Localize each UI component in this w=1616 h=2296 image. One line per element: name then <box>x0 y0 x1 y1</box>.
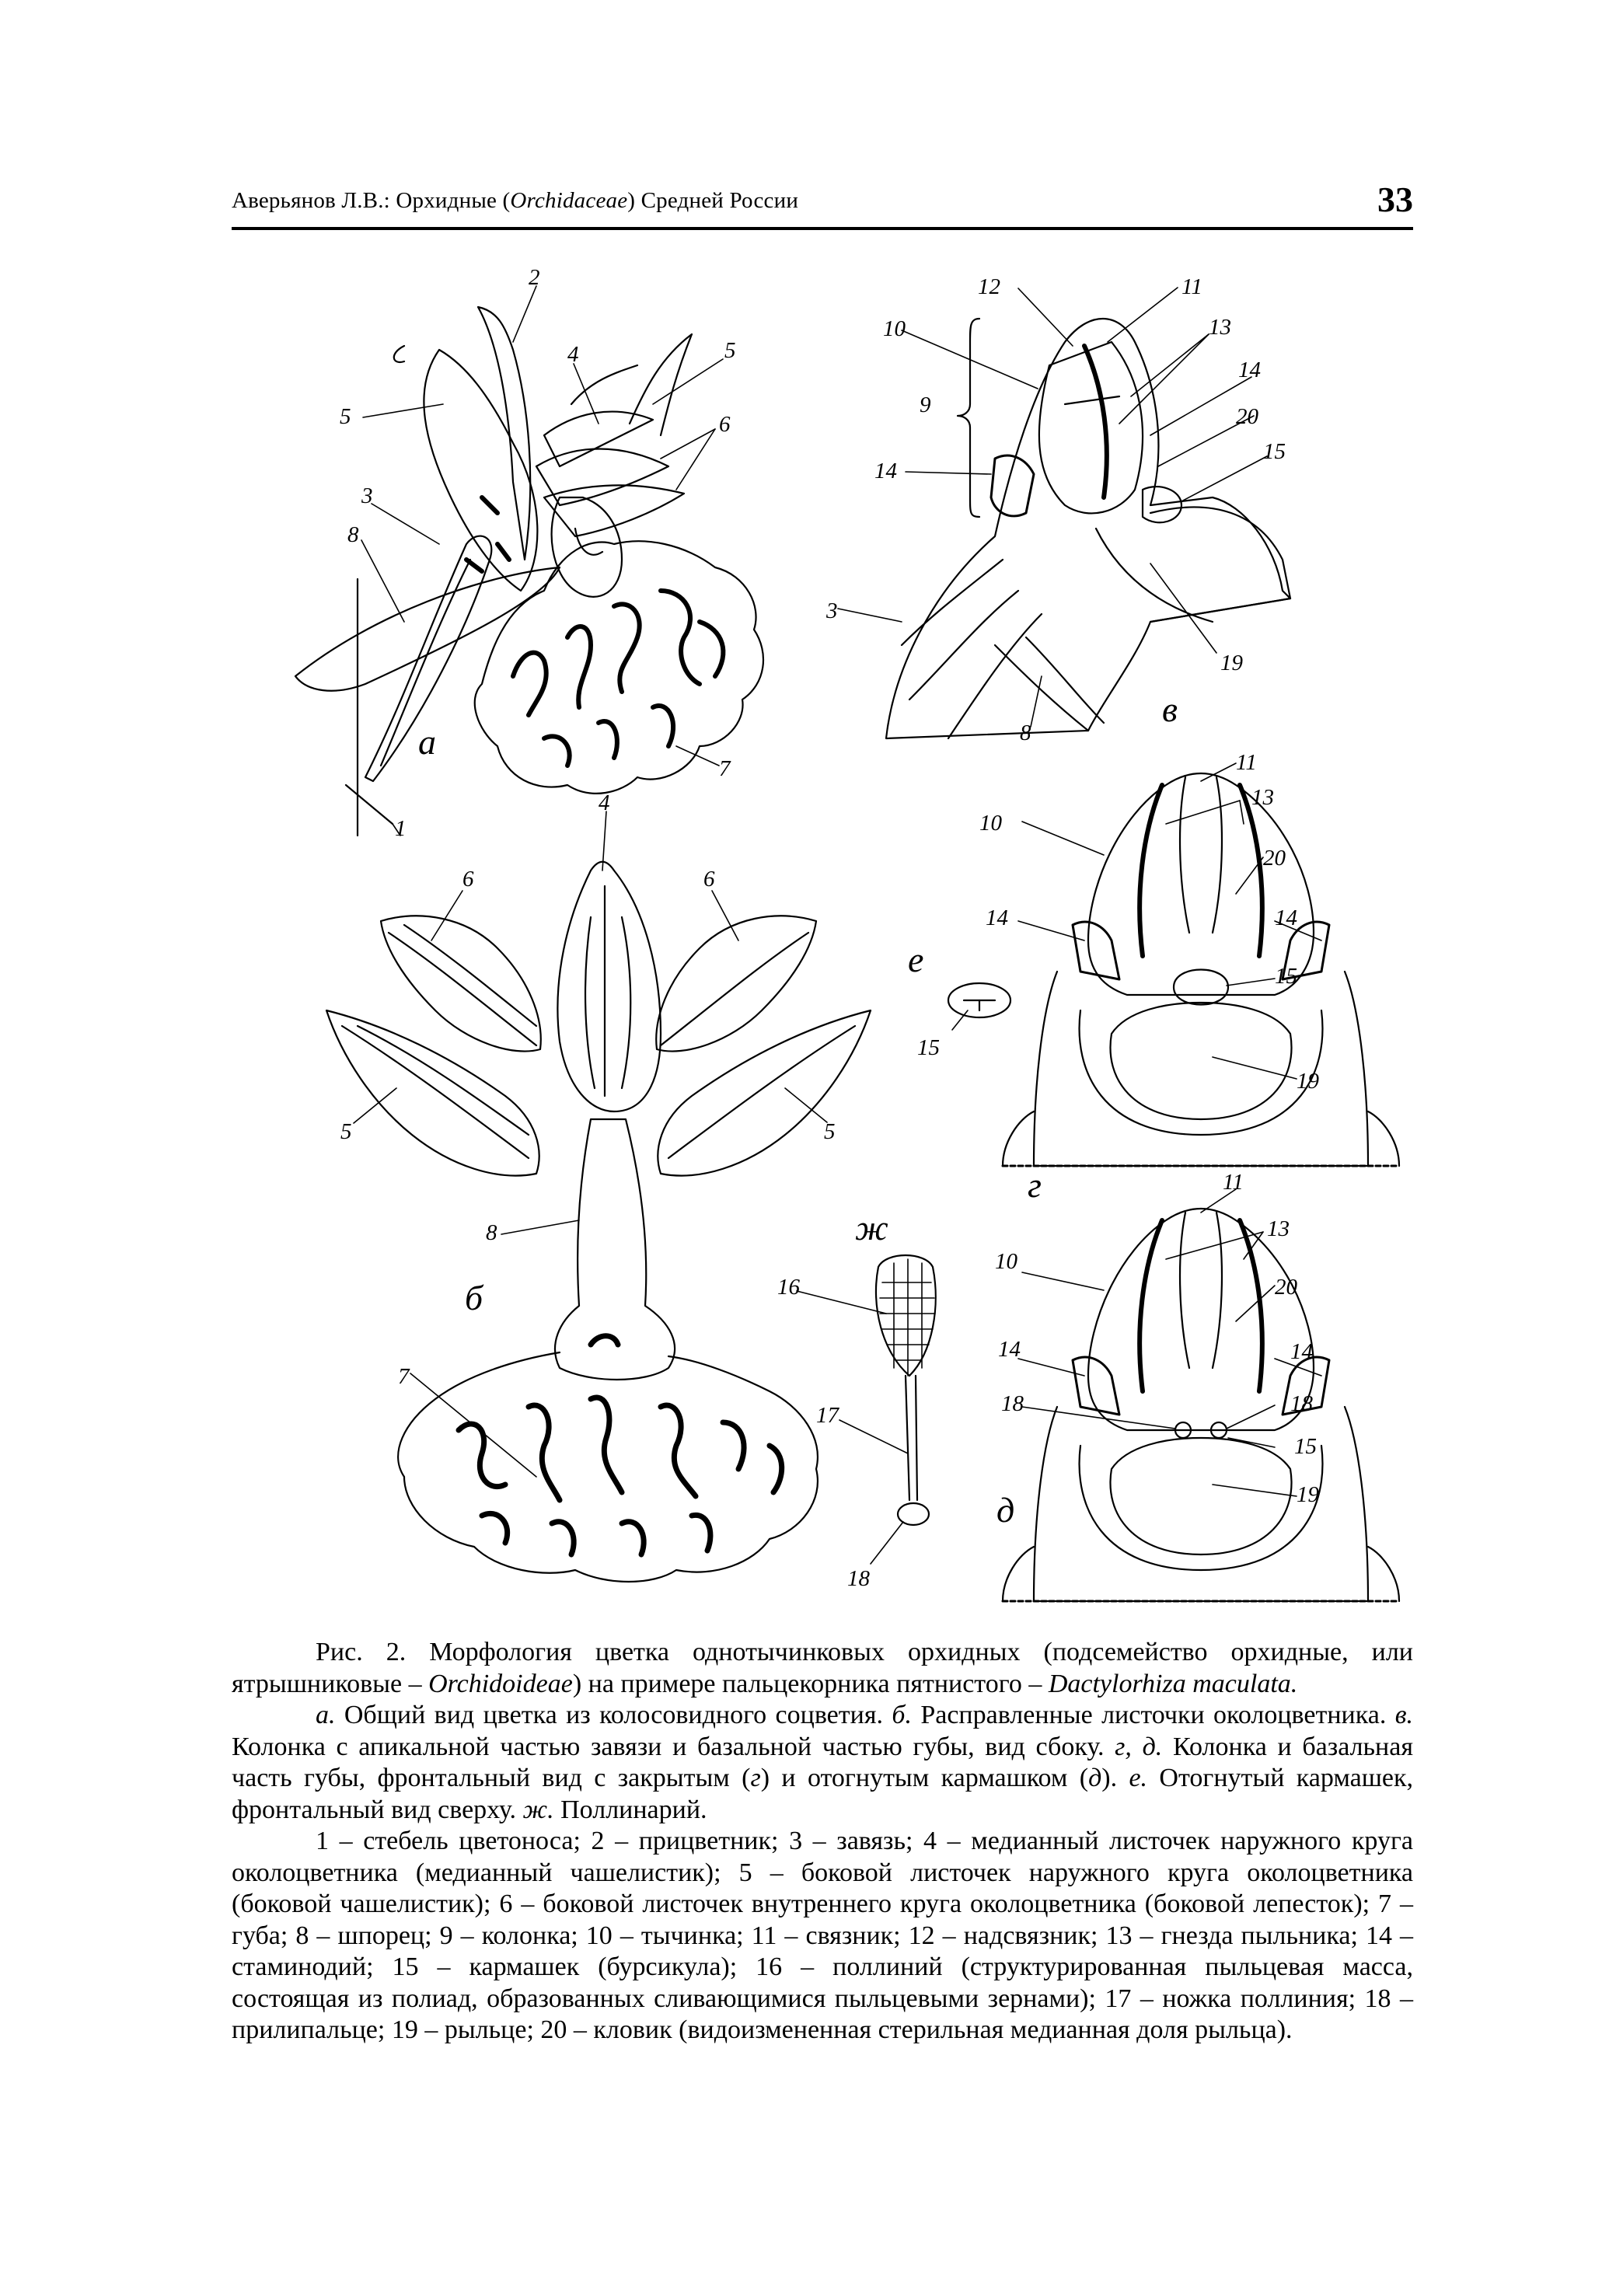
running-title-part: ) Средней России <box>627 188 799 213</box>
lip-spots <box>466 497 723 766</box>
label-b-8: 8 <box>486 1220 497 1245</box>
page-number: 33 <box>1377 180 1413 219</box>
caption-key: е. <box>1129 1764 1148 1792</box>
label-b-6b: 6 <box>703 867 715 892</box>
label-v-19: 19 <box>1220 651 1243 675</box>
caption-legend: 1 – стебель цветоноса; 2 – прицветник; 3 – завязь; 4 – медианный листочек наружного круга околоцветника (медианный чашелистик); 5 – боковой листочек наружного круга околоцветника (боковой чашелистик); 6 – боковой листочек внутреннего круга околоцветника (боковой лепесток); 7 – губа; 8 – шпорец; 9 – колонка; 10 – тычинка; 11 – связник; 12 – надсвязник; 13 – гнезда пыльника; 14 – стаминодий; 15 – кармашек (бурсикула); 16 – поллиний (структурированная пыльцевая масса, состоящая из полиад, образованных сливающимися пыльцевыми зернами); 17 – ножка поллиния; 18 – прилипальце; 19 – рыльце; 20 – кловик (видоизмененная стерильная медианная доля рыльца). <box>232 1827 1413 2044</box>
caption-taxon: Dactylorhiza maculata. <box>1048 1669 1298 1698</box>
caption-panels <box>232 1700 1413 1826</box>
label-a-1: 1 <box>395 816 407 841</box>
label-g-19: 19 <box>1297 1069 1319 1094</box>
label-d-13: 13 <box>1267 1216 1290 1241</box>
label-d-19: 19 <box>1297 1482 1319 1507</box>
label-d-14b: 14 <box>1290 1339 1313 1364</box>
caption-text: Отогнутый кармашек, фронтальный вид сверху. <box>232 1764 1413 1824</box>
panel-d-drawing <box>1003 1209 1399 1601</box>
label-v-14b: 14 <box>874 459 897 483</box>
caption-text: Общий вид цветка из колосовидного соцветия. <box>335 1701 892 1729</box>
label-a-7: 7 <box>719 756 731 781</box>
label-a-5: 5 <box>340 404 351 429</box>
panel-zh-labels <box>777 1275 871 1591</box>
caption-text: Колонка и базальная часть губы, фронтальный вид с закрытым ( <box>232 1732 1413 1792</box>
panel-b-drawing <box>326 862 871 1582</box>
label-v-3: 3 <box>826 598 838 623</box>
label-b-5b: 5 <box>824 1119 836 1144</box>
label-zh-18: 18 <box>847 1566 870 1591</box>
label-d-18: 18 <box>1001 1391 1024 1416</box>
caption-text: ) на примере пальцекорника пятнистого – <box>572 1669 1049 1698</box>
panel-g-drawing <box>1003 773 1399 1166</box>
label-d-11: 11 <box>1223 1170 1244 1195</box>
label-a-6: 6 <box>719 412 731 437</box>
label-a-3: 3 <box>361 483 373 508</box>
panel-label-a: а <box>418 722 436 762</box>
label-a-5b: 5 <box>724 338 736 363</box>
label-v-8: 8 <box>1020 721 1031 745</box>
panel-g-labels <box>979 750 1320 1094</box>
label-d-10: 10 <box>995 1249 1017 1274</box>
label-v-11: 11 <box>1181 274 1202 299</box>
label-e-15: 15 <box>917 1035 940 1060</box>
caption-key: ж. <box>522 1795 554 1824</box>
panel-zh-drawing <box>876 1255 936 1525</box>
label-g-14b: 14 <box>1275 905 1297 930</box>
leader-lines <box>354 286 1321 1564</box>
label-b-6: 6 <box>462 867 474 892</box>
label-a-4: 4 <box>567 342 579 367</box>
label-zh-17: 17 <box>816 1403 839 1428</box>
label-v-20: 20 <box>1236 404 1258 429</box>
panel-label-g: г <box>1028 1165 1042 1205</box>
running-title-taxon: Orchidaceae <box>510 188 628 213</box>
label-a-8: 8 <box>347 522 359 547</box>
label-b-4: 4 <box>599 790 610 815</box>
panel-e-labels <box>917 1035 940 1060</box>
label-v-9: 9 <box>920 393 931 417</box>
caption-text: ). <box>1101 1764 1129 1792</box>
label-g-14: 14 <box>986 905 1008 930</box>
caption-key: в. <box>1394 1701 1413 1729</box>
label-b-7: 7 <box>398 1364 410 1389</box>
caption-text: ) и отогнутым кармашком ( <box>760 1764 1089 1792</box>
caption-key: д <box>1088 1764 1102 1792</box>
panel-a-drawing <box>295 307 763 836</box>
caption-text: Колонка с апикальной частью завязи и базальной частью губы, вид сбоку. <box>232 1732 1115 1761</box>
label-v-14: 14 <box>1238 358 1261 382</box>
label-v-12: 12 <box>978 274 1000 299</box>
label-a-2: 2 <box>529 265 540 290</box>
label-b-5: 5 <box>340 1119 352 1144</box>
label-v-15: 15 <box>1263 439 1286 464</box>
caption-key: г, д. <box>1115 1732 1163 1761</box>
panel-label-zh: ж <box>855 1208 888 1247</box>
running-title-part: Аверьянов Л.В.: Орхидные ( <box>232 188 511 213</box>
label-v-10: 10 <box>883 316 906 341</box>
label-d-14: 14 <box>998 1337 1021 1362</box>
lip-spots-b <box>459 1336 782 1555</box>
caption-key: б. <box>892 1701 912 1729</box>
caption-key: г <box>750 1764 761 1792</box>
panel-label-d: д <box>996 1490 1015 1530</box>
label-g-15: 15 <box>1275 964 1297 989</box>
label-g-11: 11 <box>1236 750 1257 775</box>
caption-text: Поллинарий. <box>553 1795 707 1824</box>
label-g-20: 20 <box>1263 846 1286 871</box>
panel-v-drawing <box>886 319 1290 738</box>
label-d-20: 20 <box>1275 1275 1297 1300</box>
label-d-18b: 18 <box>1290 1391 1313 1416</box>
caption-text: Расправленные листочки околоцветника. <box>911 1701 1395 1729</box>
caption-text: Рис. 2. Морфология цветка однотычинковых орхидных (подсемейство орхидные, или ятрышниковые – <box>232 1638 1413 1698</box>
panel-a-labels <box>340 265 736 841</box>
caption-taxon: Orchidoideae <box>428 1669 573 1698</box>
caption-title <box>232 1637 1413 1700</box>
caption-key: а. <box>316 1701 336 1729</box>
panel-label-v: в <box>1162 689 1178 729</box>
figure-caption <box>232 1637 1413 2047</box>
label-v-13: 13 <box>1209 315 1231 340</box>
label-g-10: 10 <box>979 811 1002 836</box>
label-d-15: 15 <box>1294 1434 1317 1459</box>
panel-label-b: б <box>465 1278 483 1317</box>
label-zh-16: 16 <box>777 1275 800 1300</box>
panel-label-e: е <box>908 940 924 979</box>
panel-e-drawing <box>948 983 1010 1017</box>
label-g-13: 13 <box>1251 785 1274 810</box>
